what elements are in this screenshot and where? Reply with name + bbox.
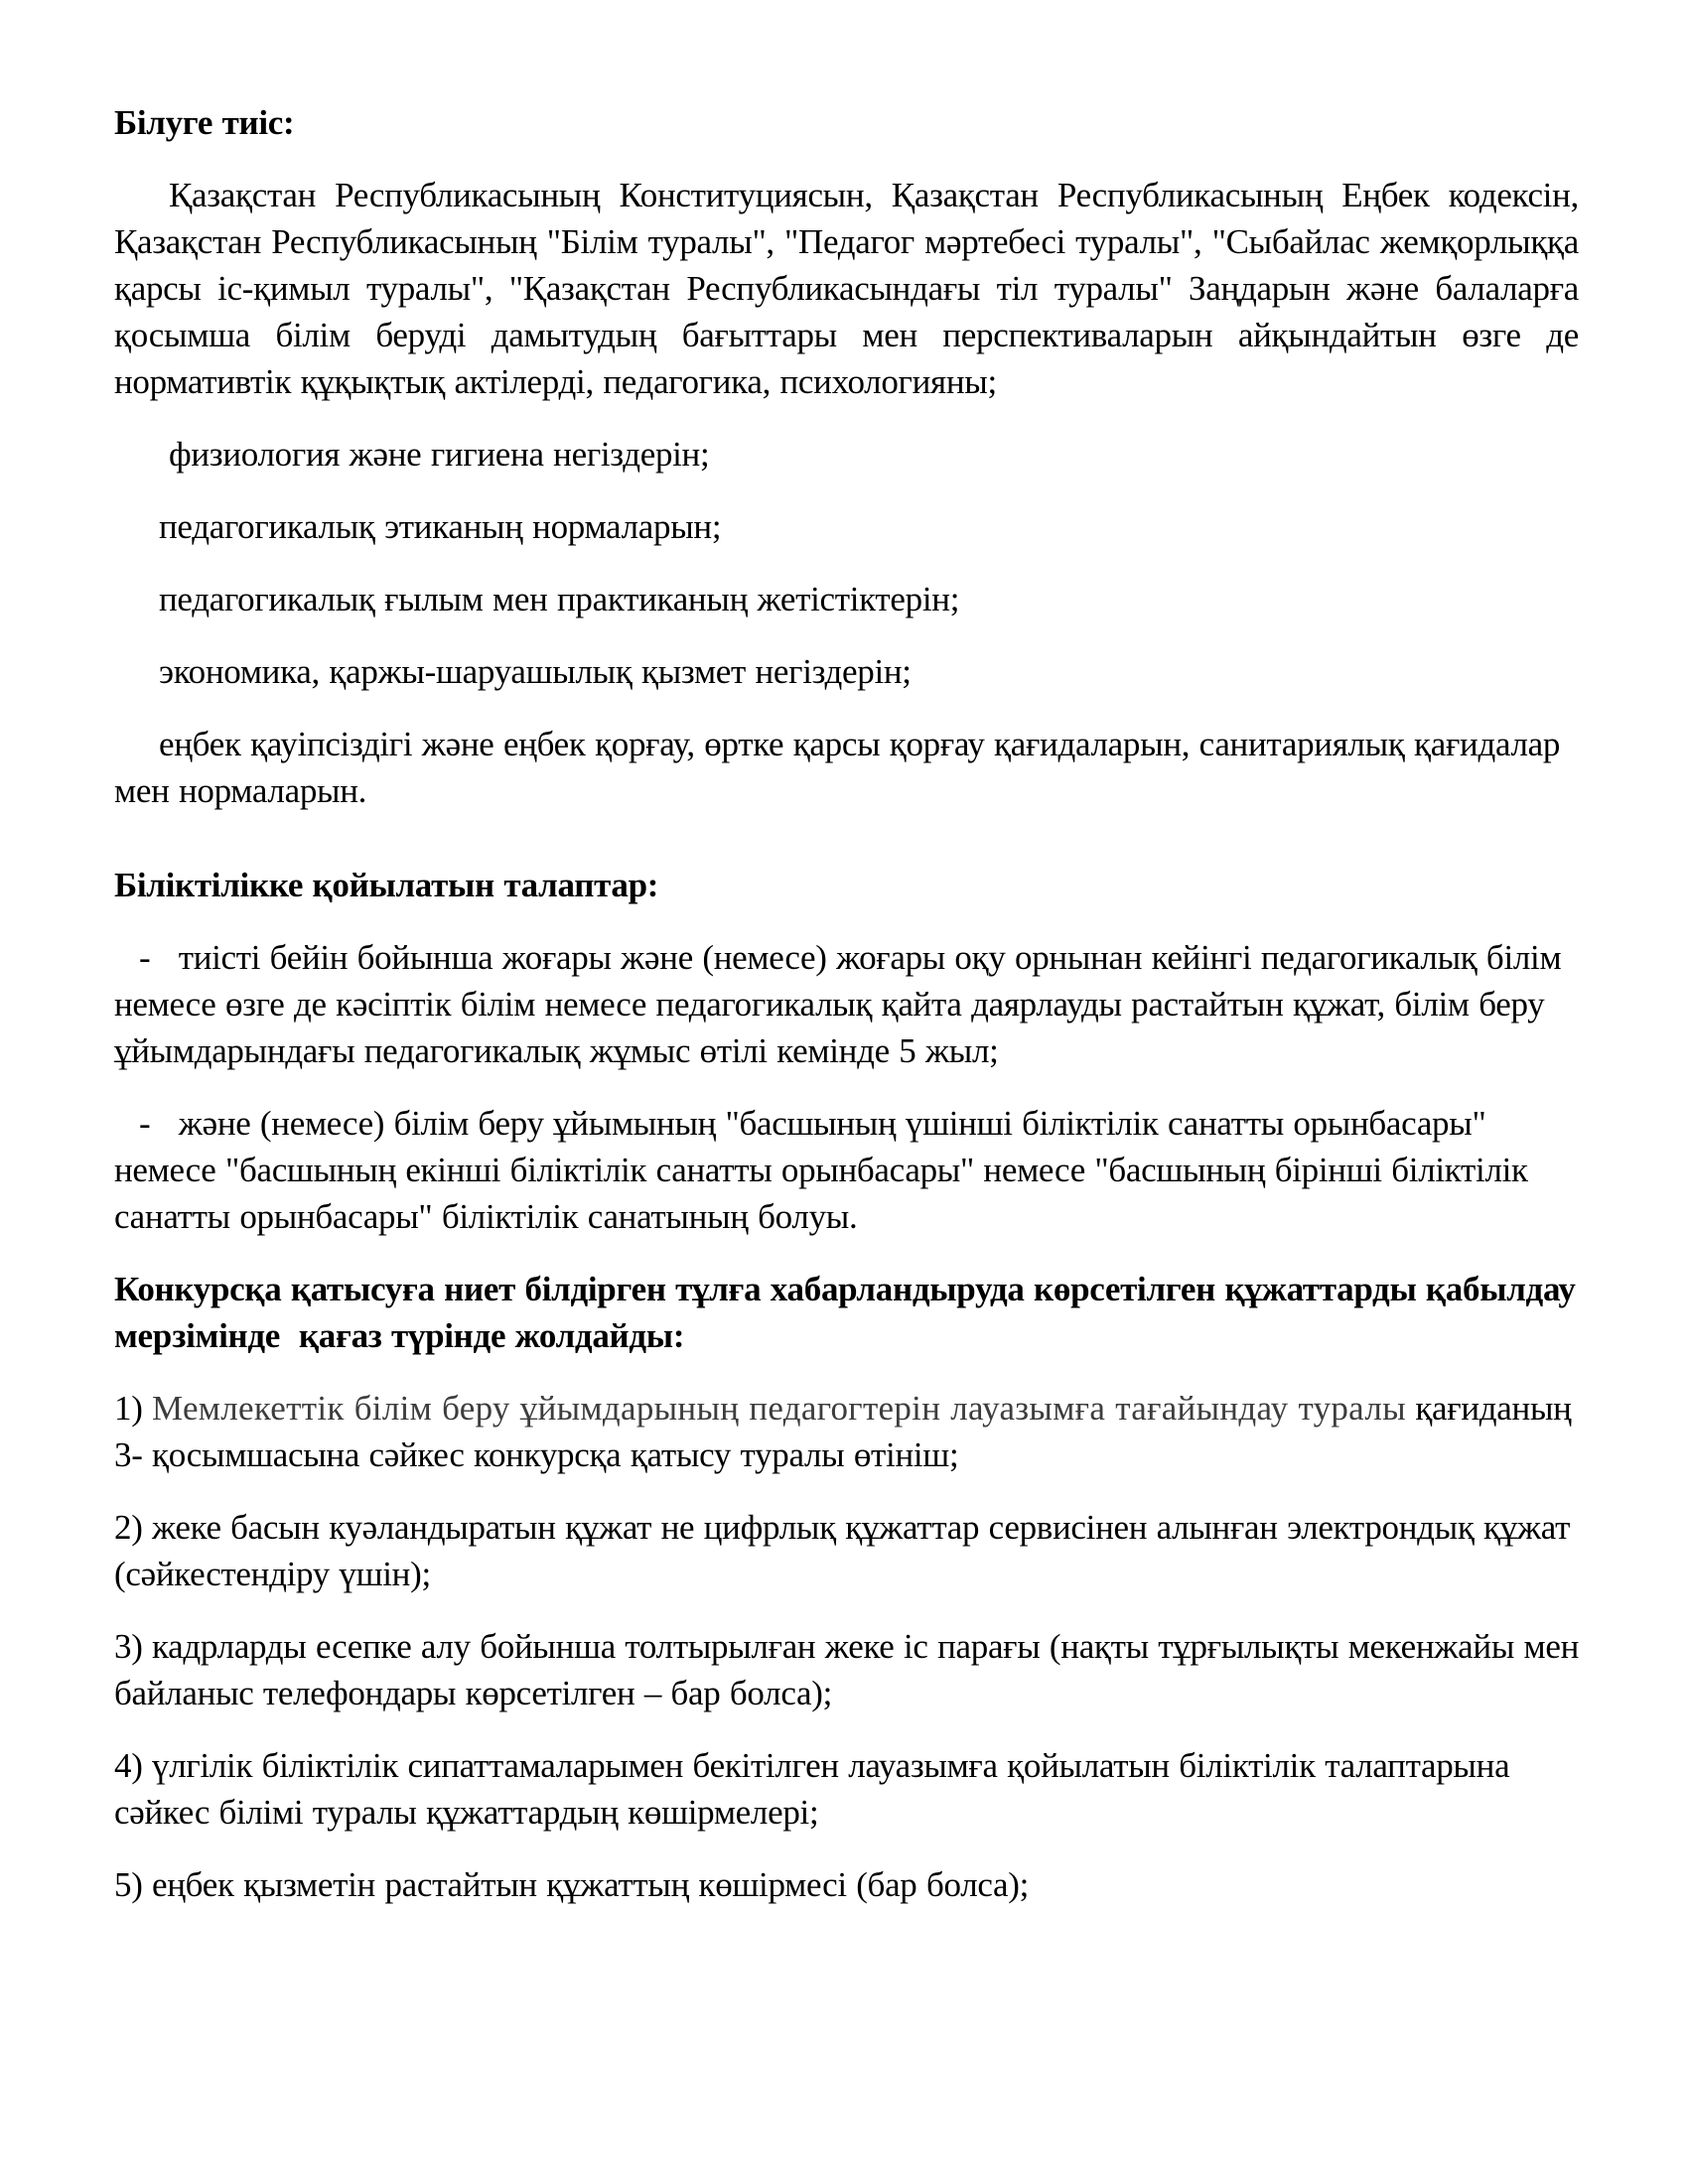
doc-list-item: 5) еңбек қызметін растайтын құжаттың көшірмесі (бар болса); bbox=[114, 1865, 1030, 1904]
know-list-item: еңбек қауіпсіздігі және еңбек қорғау, өртке қарсы қорғау қағидаларын, санитариялық қағидалар мен нормаларын. bbox=[114, 725, 1561, 810]
heading-know: Білуге тиіс: bbox=[114, 103, 295, 142]
heading-qualification: Біліктілікке қойылатын талаптар: bbox=[114, 866, 659, 904]
doc-list-item: 4) үлгілік біліктілік сипаттамаларымен бекітілген лауазымға қойылатын біліктілік талаптарына сәйкес білімі туралы құжаттардың көшірмелері; bbox=[114, 1746, 1510, 1832]
know-list-item: педагогикалық ғылым мен практиканың жетістіктерін; bbox=[159, 580, 960, 618]
doc-item-rest-text: қағиданың 3- қосымшасына сәйкес конкурсқа қатысу туралы өтініш; bbox=[114, 1389, 1572, 1474]
doc-list-item: 3) кадрларды есепке алу бойынша толтырылған жеке іс парағы (нақты тұрғылықты мекенжайы мен байланыс телефондары көрсетілген – бар болса); bbox=[114, 1627, 1580, 1712]
qualification-item: - және (немесе) білім беру ұйымының "басшының үшінші біліктілік санатты орынбасары" немесе "басшының екінші біліктілік санатты орынбасары" немесе "басшының бірінші біліктілік санатты орынбасары" біліктілік санатының болуы. bbox=[114, 1104, 1528, 1236]
doc-item-grey-text: Мемлекеттік білім беру ұйымдарының педагогтерін лауазымға тағайындау туралы bbox=[152, 1389, 1406, 1428]
doc-list-item: 2) жеке басын куәландыратын құжат не цифрлық құжаттар сервисінен алынған электрондық құжат (сәйкестендіру үшін); bbox=[114, 1508, 1571, 1593]
paragraph-know: Қазақстан Республикасының Конституциясын, Қазақстан Республикасының Еңбек кодексін, Қазақстан Республикасының "Білім туралы", "Педагог мәртебесі туралы", "Сыбайлас жемқорлыққа қарсы іс-қимыл туралы", "Қазақстан Республикасындағы тіл туралы" Заңдарын және балаларға қосымша білім беруді дамытудың бағыттары мен перспективаларын айқындайтын өзге де нормативтік құқықтық актілерді, педагогика, психологияны; bbox=[114, 176, 1579, 401]
know-list-item: педагогикалық этиканың нормаларын; bbox=[159, 507, 722, 546]
heading-submission: Конкурсқа қатысуға ниет білдірген тұлға хабарландыруда көрсетілген құжаттарды қабылдау мерзімінде қағаз түрінде жолдайды: bbox=[114, 1270, 1576, 1355]
qualification-item: - тиісті бейін бойынша жоғары және (немесе) жоғары оқу орнынан кейінгі педагогикалық білім немесе өзге де кәсіптік білім немесе педагогикалық қайта даярлауды растайтын құжат, білім беру ұйымдарындағы педагогикалық жұмыс өтілі кемінде 5 жыл; bbox=[114, 938, 1562, 1070]
doc-list-item bbox=[114, 1385, 1579, 1478]
know-list-item: экономика, қаржы-шаруашылық қызмет негіздерін; bbox=[159, 652, 912, 691]
know-list-item: физиология және гигиена негіздерін; bbox=[169, 435, 710, 474]
doc-item-number: 1) bbox=[114, 1389, 153, 1428]
